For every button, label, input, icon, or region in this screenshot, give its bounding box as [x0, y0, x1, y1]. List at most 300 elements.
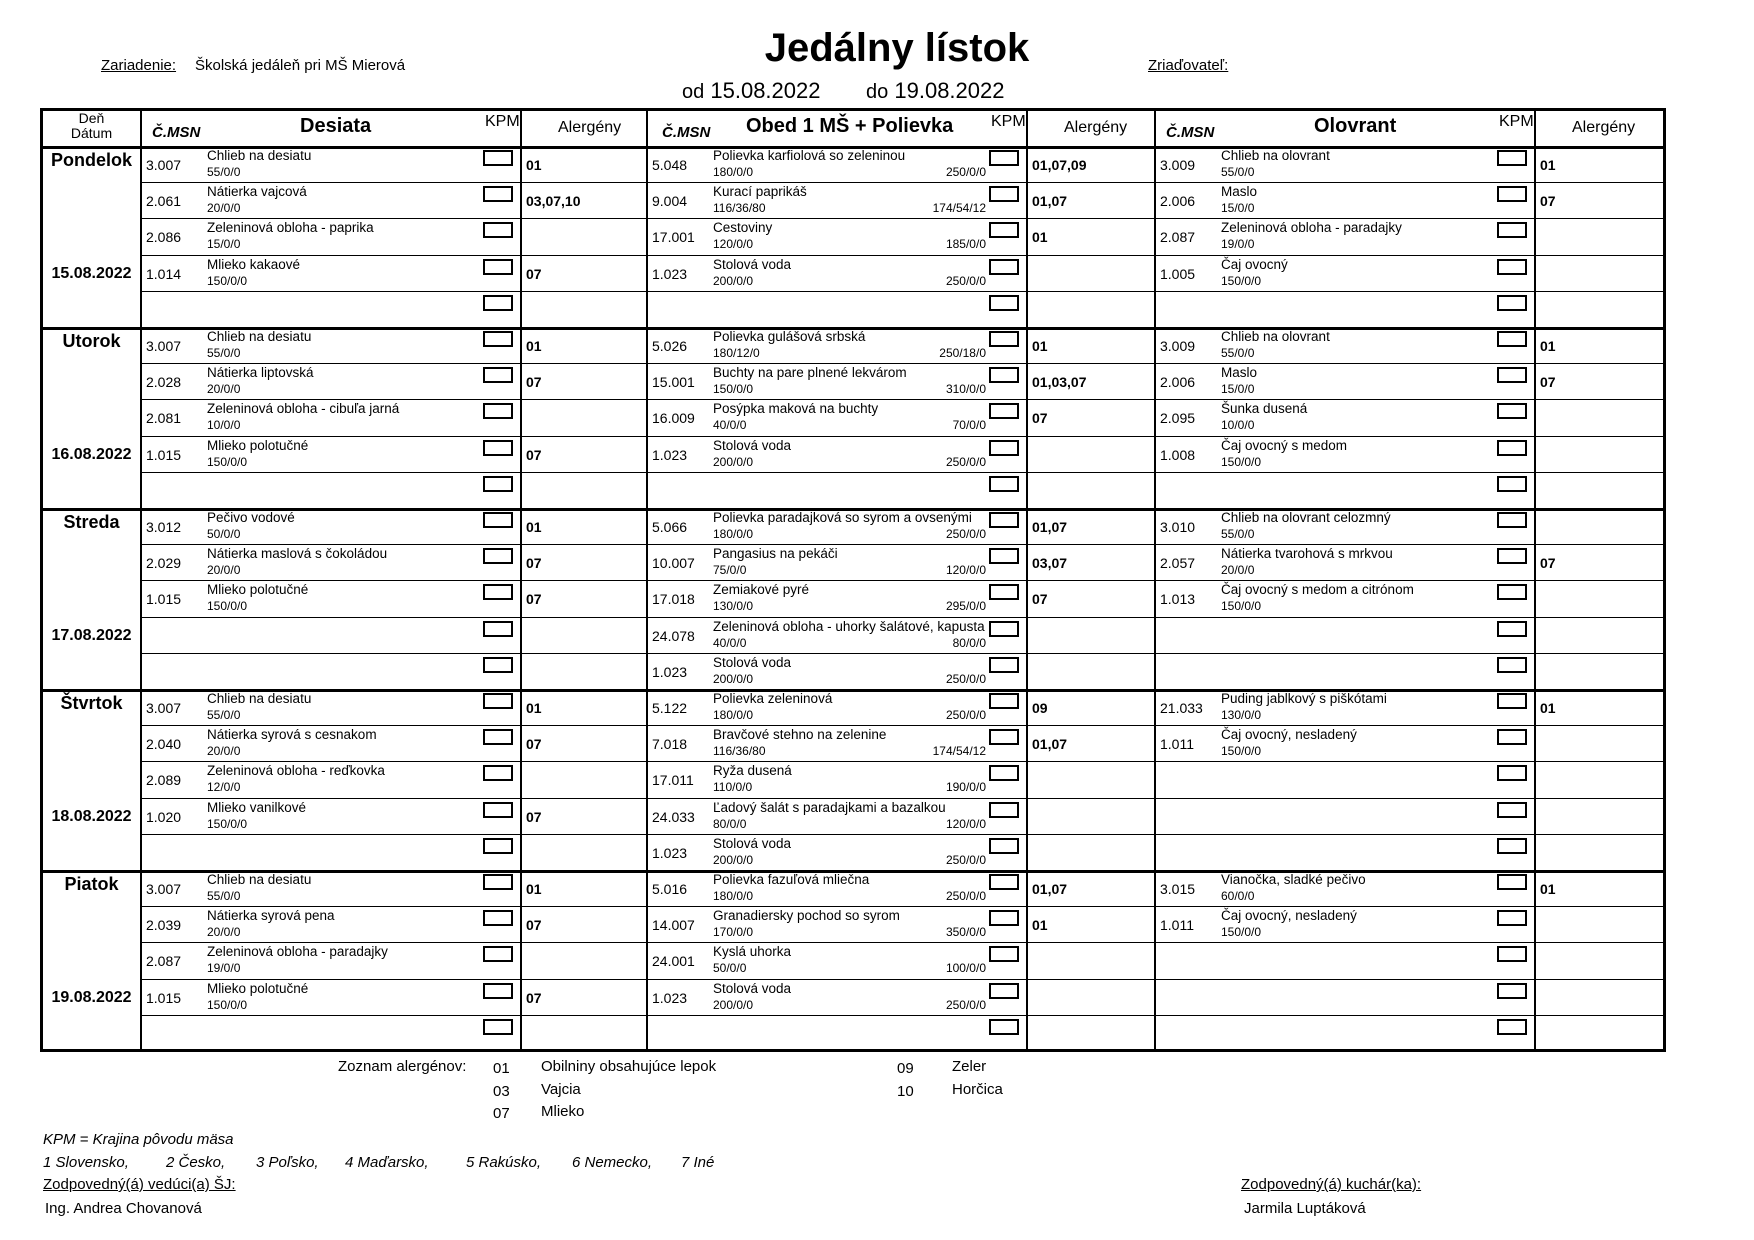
kpm-checkbox	[1497, 259, 1527, 275]
period-to	[866, 78, 1004, 104]
kpm-checkbox	[483, 657, 513, 673]
kpm-checkbox	[989, 693, 1019, 709]
col-obed-header: Obed 1 MŠ + Polievka	[746, 115, 954, 137]
day-date: 18.08.2022	[51, 807, 132, 825]
item-allergens: 01	[526, 338, 542, 354]
item-name: Nátierka tvarohová s mrkvou	[1221, 546, 1393, 562]
item-allergens: 07	[526, 808, 542, 825]
founder-label: Zriaďovateľ:	[1148, 57, 1229, 74]
item-code: 5.016	[652, 881, 688, 897]
period-from	[682, 78, 820, 104]
item-code: 1.013	[1160, 591, 1196, 608]
item-portion: 15/0/0	[207, 237, 241, 252]
row-divider	[140, 653, 1663, 654]
item-allergens: 01,07	[1032, 519, 1068, 535]
kpm-checkbox	[989, 584, 1019, 600]
item-name: Nátierka syrová s cesnakom	[207, 727, 377, 743]
item-name: Čaj ovocný, nesladený	[1221, 727, 1357, 743]
item-portion: 200/0/0	[713, 997, 754, 1012]
item-name: Zeleninová obloha - cibuľa jarná	[207, 401, 400, 417]
allergen-name: Mlieko	[541, 1103, 585, 1120]
cook-name: Jarmila Luptáková	[1244, 1200, 1366, 1217]
kpm-checkbox	[1497, 838, 1527, 854]
day-date: 17.08.2022	[51, 626, 132, 644]
item-allergens: 07	[1032, 591, 1048, 608]
item-name: Chlieb na desiatu	[207, 691, 312, 706]
kpm-checkbox	[1497, 222, 1527, 238]
item-code: 14.007	[652, 917, 695, 934]
item-portion-large: 120/0/0	[945, 563, 986, 578]
item-allergens: 09	[1032, 700, 1048, 716]
kpm-checkbox	[483, 331, 513, 347]
kpm-checkbox	[989, 259, 1019, 275]
item-name: Mlieko kakaové	[207, 256, 301, 272]
item-portion: 180/0/0	[713, 165, 754, 179]
kpm-checkbox	[1497, 295, 1527, 311]
col-date-label: Dátum	[70, 125, 113, 141]
col-kpm-header: KPM	[485, 113, 520, 130]
item-allergens: 03,07,10	[526, 193, 581, 210]
item-portion: 200/0/0	[713, 273, 754, 288]
item-name: Ľadový šalát s paradajkami a bazalkou	[713, 799, 946, 815]
item-portion-large: 250/18/0	[939, 346, 986, 360]
kpm-checkbox	[1497, 367, 1527, 383]
item-name: Chlieb na desiatu	[207, 872, 312, 887]
item-code: 3.007	[146, 157, 182, 173]
item-code: 1.015	[146, 989, 182, 1006]
item-code: 3.009	[1160, 338, 1196, 354]
item-code: 1.014	[146, 265, 182, 282]
row-divider	[140, 580, 1663, 581]
row-divider	[140, 436, 1663, 437]
item-code: 1.015	[146, 446, 182, 463]
item-allergens: 01	[1540, 157, 1556, 173]
item-name: Chlieb na olovrant celozmný	[1221, 510, 1391, 525]
item-name: Nátierka syrová pena	[207, 908, 335, 924]
item-allergens: 01	[1032, 338, 1048, 354]
day-name: Piatok	[64, 874, 119, 894]
item-portion: 55/0/0	[207, 165, 241, 179]
kpm-checkbox	[989, 657, 1019, 673]
kpm-checkbox	[1497, 1019, 1527, 1035]
item-name: Maslo	[1221, 365, 1258, 381]
item-code: 17.001	[652, 229, 695, 246]
item-portion-large: 174/54/12	[932, 744, 986, 759]
item-portion-large: 174/54/12	[932, 201, 986, 216]
kpm-checkbox	[483, 512, 513, 528]
item-portion: 19/0/0	[207, 961, 241, 976]
item-portion: 116/36/80	[713, 744, 766, 759]
kpm-checkbox	[989, 512, 1019, 528]
item-allergens: 07	[526, 989, 542, 1006]
kpm-checkbox	[1497, 440, 1527, 456]
item-allergens: 01	[526, 519, 542, 535]
kpm-checkbox	[1497, 403, 1527, 419]
item-name: Mlieko polotučné	[207, 980, 309, 996]
item-portion: 55/0/0	[207, 708, 241, 722]
item-portion: 10/0/0	[1221, 418, 1255, 433]
manager-label: Zodpovedný(á) vedúci(a) ŠJ:	[43, 1176, 236, 1193]
item-code: 7.018	[652, 736, 688, 753]
day-name: Štvrtok	[60, 693, 123, 713]
kpm-checkbox	[989, 983, 1019, 999]
item-name: Stolová voda	[713, 835, 792, 851]
item-code: 3.007	[146, 700, 182, 716]
item-portion-large: 250/0/0	[945, 671, 986, 686]
kpm-checkbox	[483, 910, 513, 926]
item-portion: 20/0/0	[207, 925, 241, 940]
item-portion: 20/0/0	[207, 382, 241, 397]
allergen-code: 07	[493, 1105, 510, 1122]
item-allergens: 07	[526, 591, 542, 608]
item-allergens: 01,07	[1032, 736, 1068, 753]
item-code: 16.009	[652, 410, 695, 427]
row-divider	[140, 291, 1663, 292]
col-msn-header: Č.MSN	[1166, 124, 1215, 141]
kpm-checkbox	[483, 259, 513, 275]
allergen-name: Zeler	[952, 1058, 987, 1075]
kpm-checkbox	[483, 222, 513, 238]
item-code: 1.023	[652, 265, 688, 282]
kpm-checkbox	[989, 621, 1019, 637]
manager-name: Ing. Andrea Chovanová	[45, 1200, 202, 1217]
item-code: 1.023	[652, 446, 688, 463]
item-portion-large: 250/0/0	[945, 997, 986, 1012]
col-day-label: Deň	[78, 110, 105, 126]
to-date: 19.08.2022	[894, 78, 1005, 103]
allergen-name: Horčica	[952, 1081, 1003, 1098]
item-code: 2.006	[1160, 193, 1196, 210]
item-portion: 20/0/0	[207, 563, 241, 578]
item-code: 2.028	[146, 374, 182, 391]
country-item: 2 Česko,	[166, 1154, 226, 1171]
item-code: 15.001	[652, 374, 695, 391]
item-portion: 200/0/0	[713, 671, 754, 686]
item-code: 2.095	[1160, 410, 1196, 427]
item-name: Chlieb na olovrant	[1221, 329, 1330, 344]
kpm-checkbox	[989, 403, 1019, 419]
kpm-checkbox	[1497, 512, 1527, 528]
facility-label: Zariadenie:	[101, 57, 177, 74]
item-portion: 180/0/0	[713, 889, 754, 903]
item-portion: 180/0/0	[713, 708, 754, 722]
item-portion: 40/0/0	[713, 635, 747, 650]
item-allergens: 07	[526, 446, 542, 463]
kpm-checkbox	[989, 476, 1019, 492]
item-allergens: 01	[526, 881, 542, 897]
item-code: 1.023	[652, 989, 688, 1006]
item-allergens: 01	[1540, 700, 1556, 716]
row-divider	[140, 544, 1663, 545]
item-portion: 120/0/0	[713, 237, 754, 252]
kpm-checkbox	[483, 476, 513, 492]
item-code: 2.029	[146, 555, 182, 572]
item-name: Maslo	[1221, 184, 1258, 200]
kpm-checkbox	[989, 367, 1019, 383]
item-name: Pangasius na pekáči	[713, 546, 838, 562]
item-portion: 150/0/0	[207, 997, 248, 1012]
item-name: Šunka dusená	[1221, 401, 1308, 417]
col-desiata-header: Desiata	[300, 115, 372, 137]
kpm-checkbox	[1497, 621, 1527, 637]
item-code: 17.018	[652, 591, 695, 608]
item-portion: 150/0/0	[207, 599, 248, 614]
kpm-note: KPM = Krajina pôvodu mäsa	[43, 1131, 234, 1148]
item-allergens: 01	[1540, 881, 1556, 897]
item-portion-large: 250/0/0	[945, 273, 986, 288]
item-allergens: 07	[1540, 374, 1556, 391]
allergen-code: 10	[897, 1083, 914, 1100]
item-code: 1.023	[652, 663, 688, 680]
item-portion: 55/0/0	[207, 346, 241, 360]
item-code: 1.008	[1160, 446, 1196, 463]
item-allergens: 07	[1032, 410, 1048, 427]
kpm-checkbox	[989, 186, 1019, 202]
item-name: Zeleninová obloha - paprika	[207, 220, 374, 236]
cook-label: Zodpovedný(á) kuchár(ka):	[1241, 1176, 1422, 1193]
item-allergens: 01,07,09	[1032, 157, 1087, 173]
item-code: 2.057	[1160, 555, 1196, 572]
kpm-checkbox	[483, 729, 513, 745]
kpm-checkbox	[483, 802, 513, 818]
item-allergens: 01	[1032, 917, 1048, 934]
item-portion-large: 250/0/0	[945, 708, 986, 722]
item-portion: 75/0/0	[713, 563, 747, 578]
kpm-checkbox	[989, 222, 1019, 238]
item-allergens: 07	[1540, 193, 1556, 210]
item-name: Polievka paradajková so syrom a ovsenými	[713, 510, 972, 525]
col-kpm-header: KPM	[991, 113, 1026, 130]
row-divider	[140, 182, 1663, 183]
kpm-checkbox	[1497, 186, 1527, 202]
item-portion: 150/0/0	[1221, 454, 1262, 469]
item-portion: 50/0/0	[207, 527, 241, 541]
item-allergens: 07	[526, 555, 542, 572]
row-divider	[140, 834, 1663, 835]
item-code: 1.020	[146, 808, 182, 825]
item-portion-large: 250/0/0	[945, 852, 986, 867]
item-code: 3.012	[146, 519, 182, 535]
kpm-checkbox	[1497, 946, 1527, 962]
kpm-checkbox	[989, 838, 1019, 854]
col-olovrant-header: Olovrant	[1314, 115, 1397, 137]
item-portion-large: 350/0/0	[945, 925, 986, 940]
kpm-checkbox	[1497, 765, 1527, 781]
allergen-name: Vajcia	[541, 1081, 581, 1098]
row-divider	[140, 218, 1663, 219]
item-portion: 116/36/80	[713, 201, 766, 216]
kpm-checkbox	[989, 874, 1019, 890]
item-portion: 50/0/0	[713, 961, 747, 976]
item-name: Zemiakové pyré	[713, 582, 810, 598]
item-code: 1.011	[1160, 917, 1194, 934]
kpm-checkbox	[483, 440, 513, 456]
item-name: Polievka fazuľová mliečna	[713, 872, 870, 887]
item-code: 2.040	[146, 736, 182, 753]
kpm-checkbox	[989, 150, 1019, 166]
kpm-checkbox	[483, 295, 513, 311]
item-name: Kurací paprikáš	[713, 184, 807, 200]
item-code: 5.066	[652, 519, 688, 535]
allergen-legend-label: Zoznam alergénov:	[338, 1058, 467, 1075]
country-item: 7 Iné	[681, 1154, 715, 1171]
row-divider	[140, 942, 1663, 943]
item-allergens: 01	[526, 700, 542, 716]
col-allergens-header: Alergény	[558, 119, 622, 136]
item-name: Stolová voda	[713, 654, 792, 670]
item-portion: 40/0/0	[713, 418, 747, 433]
item-portion: 110/0/0	[713, 780, 753, 795]
item-portion: 170/0/0	[713, 925, 754, 940]
item-name: Polievka karfiolová so zeleninou	[713, 148, 906, 163]
kpm-checkbox	[483, 983, 513, 999]
item-name: Stolová voda	[713, 437, 792, 453]
kpm-checkbox	[483, 765, 513, 781]
item-allergens: 01	[1540, 338, 1556, 354]
item-portion: 55/0/0	[1221, 527, 1255, 541]
page-title: Jedálny lístok	[764, 26, 1030, 70]
row-divider	[140, 617, 1663, 618]
item-portion: 80/0/0	[713, 816, 747, 831]
item-allergens: 07	[526, 374, 542, 391]
kpm-checkbox	[1497, 150, 1527, 166]
item-portion-large: 250/0/0	[945, 165, 986, 179]
item-portion: 150/0/0	[1221, 273, 1262, 288]
kpm-checkbox	[989, 910, 1019, 926]
item-name: Puding jablkový s piškótami	[1221, 691, 1387, 706]
item-name: Buchty na pare plnené lekvárom	[713, 365, 907, 381]
item-portion-large: 310/0/0	[945, 382, 986, 397]
row-divider	[140, 472, 1663, 473]
kpm-checkbox	[1497, 874, 1527, 890]
kpm-checkbox	[989, 765, 1019, 781]
item-name: Bravčové stehno na zelenine	[713, 727, 887, 743]
item-portion-large: 250/0/0	[945, 527, 986, 541]
item-code: 3.007	[146, 881, 182, 897]
item-allergens: 01	[526, 157, 542, 173]
kpm-checkbox	[1497, 657, 1527, 673]
item-name: Mlieko vanilkové	[207, 799, 307, 815]
item-code: 2.087	[146, 953, 182, 970]
item-portion: 200/0/0	[713, 454, 754, 469]
item-code: 1.005	[1160, 265, 1196, 282]
item-code: 24.033	[652, 808, 695, 825]
item-code: 2.089	[146, 772, 182, 789]
item-portion: 150/0/0	[713, 382, 754, 397]
kpm-checkbox	[1497, 548, 1527, 564]
item-code: 3.010	[1160, 519, 1196, 535]
item-code: 24.001	[652, 953, 695, 970]
item-code: 2.039	[146, 917, 182, 934]
item-code: 2.081	[146, 410, 182, 427]
row-divider	[140, 798, 1663, 799]
kpm-checkbox	[1497, 476, 1527, 492]
row-divider	[140, 1015, 1663, 1016]
item-name: Vianočka, sladké pečivo	[1221, 872, 1366, 887]
item-name: Čaj ovocný	[1221, 256, 1288, 272]
kpm-checkbox	[483, 584, 513, 600]
item-allergens: 07	[526, 736, 542, 753]
item-portion: 12/0/0	[207, 780, 241, 795]
item-name: Pečivo vodové	[207, 510, 295, 525]
item-name: Čaj ovocný s medom	[1221, 437, 1348, 453]
country-item: 6 Nemecko,	[572, 1154, 653, 1171]
item-name: Mlieko polotučné	[207, 582, 309, 598]
kpm-checkbox	[989, 802, 1019, 818]
item-portion: 55/0/0	[1221, 165, 1255, 179]
item-portion: 150/0/0	[1221, 744, 1262, 759]
allergen-code: 01	[493, 1060, 510, 1077]
kpm-checkbox	[989, 440, 1019, 456]
item-portion: 60/0/0	[1221, 889, 1255, 903]
item-name: Nátierka vajcová	[207, 184, 307, 200]
facility-name: Školská jedáleň pri MŠ Mierová	[195, 57, 406, 74]
kpm-checkbox	[483, 621, 513, 637]
kpm-checkbox	[989, 946, 1019, 962]
item-portion: 130/0/0	[1221, 708, 1262, 722]
item-allergens: 07	[526, 917, 542, 934]
item-code: 5.026	[652, 338, 688, 354]
kpm-checkbox	[989, 331, 1019, 347]
item-portion: 180/12/0	[713, 346, 760, 360]
kpm-checkbox	[989, 729, 1019, 745]
item-portion-large: 190/0/0	[945, 780, 986, 795]
item-name: Granadiersky pochod so syrom	[713, 908, 900, 924]
item-name: Chlieb na olovrant	[1221, 148, 1330, 163]
item-code: 2.086	[146, 229, 182, 246]
item-portion-large: 80/0/0	[952, 635, 986, 650]
from-prefix: od	[682, 81, 705, 103]
row-divider	[140, 725, 1663, 726]
item-name: Chlieb na desiatu	[207, 329, 312, 344]
item-name: Polievka zeleninová	[713, 691, 833, 706]
item-portion-large: 250/0/0	[945, 454, 986, 469]
day-date: 16.08.2022	[51, 445, 132, 463]
item-portion-large: 70/0/0	[952, 418, 986, 433]
item-name: Zeleninová obloha - paradajky	[207, 944, 388, 960]
kpm-checkbox	[989, 295, 1019, 311]
item-allergens: 07	[1540, 555, 1556, 572]
kpm-checkbox	[1497, 910, 1527, 926]
item-code: 2.061	[146, 193, 182, 210]
item-code: 1.011	[1160, 736, 1194, 753]
item-name: Čaj ovocný, nesladený	[1221, 908, 1357, 924]
item-code: 3.015	[1160, 881, 1196, 897]
item-name: Kyslá uhorka	[713, 944, 792, 960]
item-allergens: 01,07	[1032, 193, 1068, 210]
kpm-checkbox	[483, 403, 513, 419]
allergen-code: 09	[897, 1060, 914, 1077]
col-msn-header: Č.MSN	[152, 124, 201, 141]
kpm-checkbox	[1497, 983, 1527, 999]
kpm-checkbox	[483, 1019, 513, 1035]
row-divider	[140, 363, 1663, 364]
kpm-checkbox	[1497, 693, 1527, 709]
item-name: Cestoviny	[713, 220, 773, 236]
item-code: 24.078	[652, 627, 695, 644]
item-portion: 15/0/0	[1221, 382, 1255, 397]
item-portion: 150/0/0	[1221, 925, 1262, 940]
item-portion-large: 185/0/0	[945, 237, 986, 252]
kpm-checkbox	[483, 946, 513, 962]
item-code: 5.048	[652, 157, 688, 173]
item-allergens: 07	[526, 265, 542, 282]
col-allergens-header: Alergény	[1572, 119, 1636, 136]
day-name: Pondelok	[50, 150, 132, 170]
item-portion: 20/0/0	[1221, 563, 1255, 578]
item-name: Stolová voda	[713, 256, 792, 272]
item-portion: 10/0/0	[207, 418, 241, 433]
